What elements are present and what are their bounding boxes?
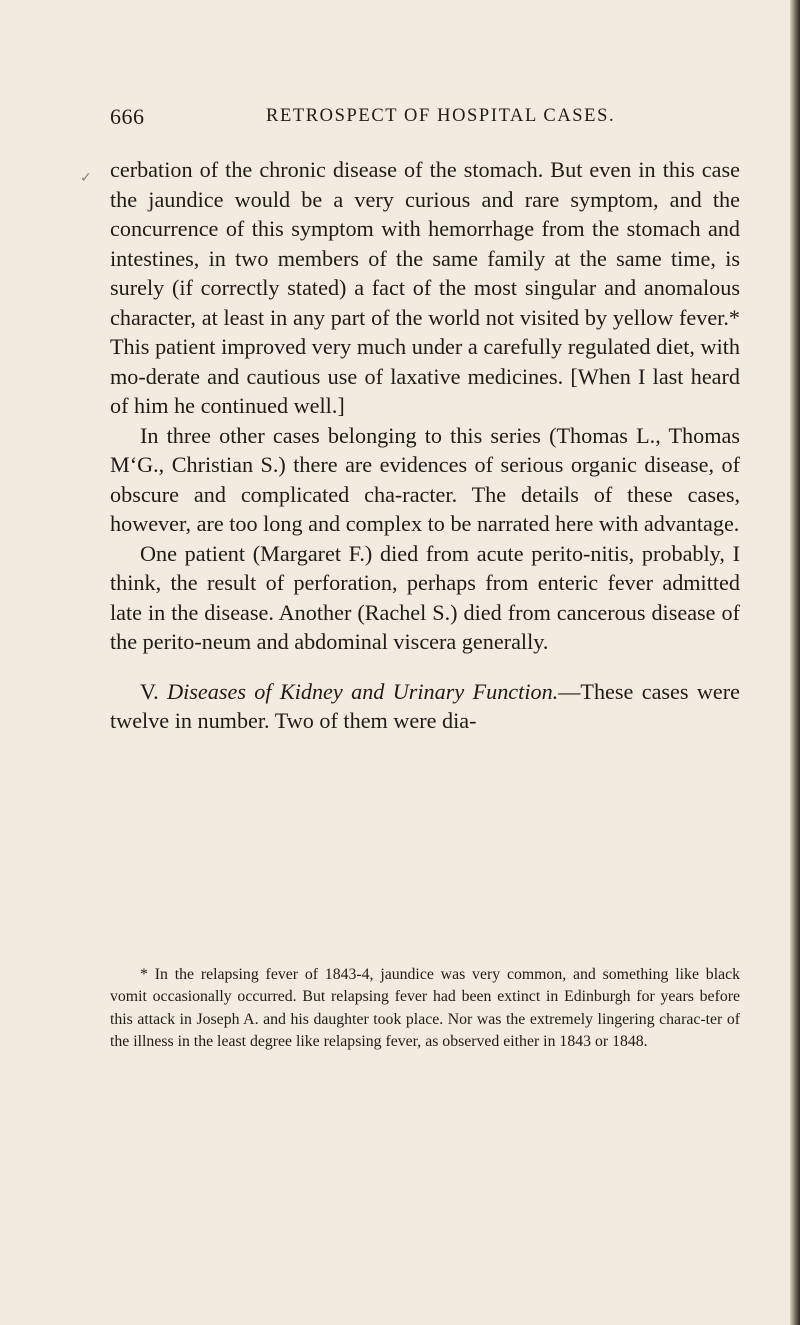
page-number: 666 xyxy=(110,104,145,129)
footnote xyxy=(110,964,740,1053)
paragraph-other-cases: In three other cases belonging to this series (Thomas L., Thomas M‘G., Christian S.) there are evidences of serious organic disease, of obscure and complicated cha-racter. The details of these cases, however, are too long and complex to be narrated here with advantage. xyxy=(110,422,740,536)
section-text: —These cases were twelve in number. Two of them were dia- xyxy=(110,678,740,733)
footnote-text: * In the relapsing fever of 1843-4, jaundice was very common, and something like black vomit occasionally occurred. But relapsing fever had been extinct in Edinburgh for years before this attack in Joseph A. and his daughter took place. Nor was the extremely lingering charac-ter of the illness in the least degree like relapsing fever, as observed either in 1843 or 1848. xyxy=(110,966,740,1050)
paragraph-continuation: cerbation of the chronic disease of the stomach. But even in this case the jaundice would be a very curious and rare symptom, and the concurrence of this symptom with hemorrhage from the stomach and intestines, in two members of the same family at the same time, is surely (if correctly stated) a fact of the most singular and anomalous character, at least in any part of the world not visited by yellow fever.* This patient improved very much under a carefully regulated diet, with mo-derate and cautious use of laxative medicines. [When I last heard of him he continued well.] xyxy=(110,157,740,418)
section-title: Diseases of Kidney and Urinary Function. xyxy=(167,678,559,704)
running-head: RETROSPECT OF HOSPITAL CASES. xyxy=(266,106,616,126)
paragraph-deaths: One patient (Margaret F.) died from acute perito-nitis, probably, I think, the result of perforation, perhaps from enteric fever admitted late in the disease. Another (Rachel S.) died from cancerous disease of the perito-neum and abdominal viscera generally. xyxy=(110,540,740,654)
margin-mark: ✓ xyxy=(80,171,92,186)
page-edge-shadow xyxy=(790,0,800,1325)
body-text xyxy=(110,155,740,736)
page-header xyxy=(110,104,740,134)
section-numeral: V. xyxy=(140,678,159,704)
section-heading-paragraph xyxy=(110,677,740,736)
